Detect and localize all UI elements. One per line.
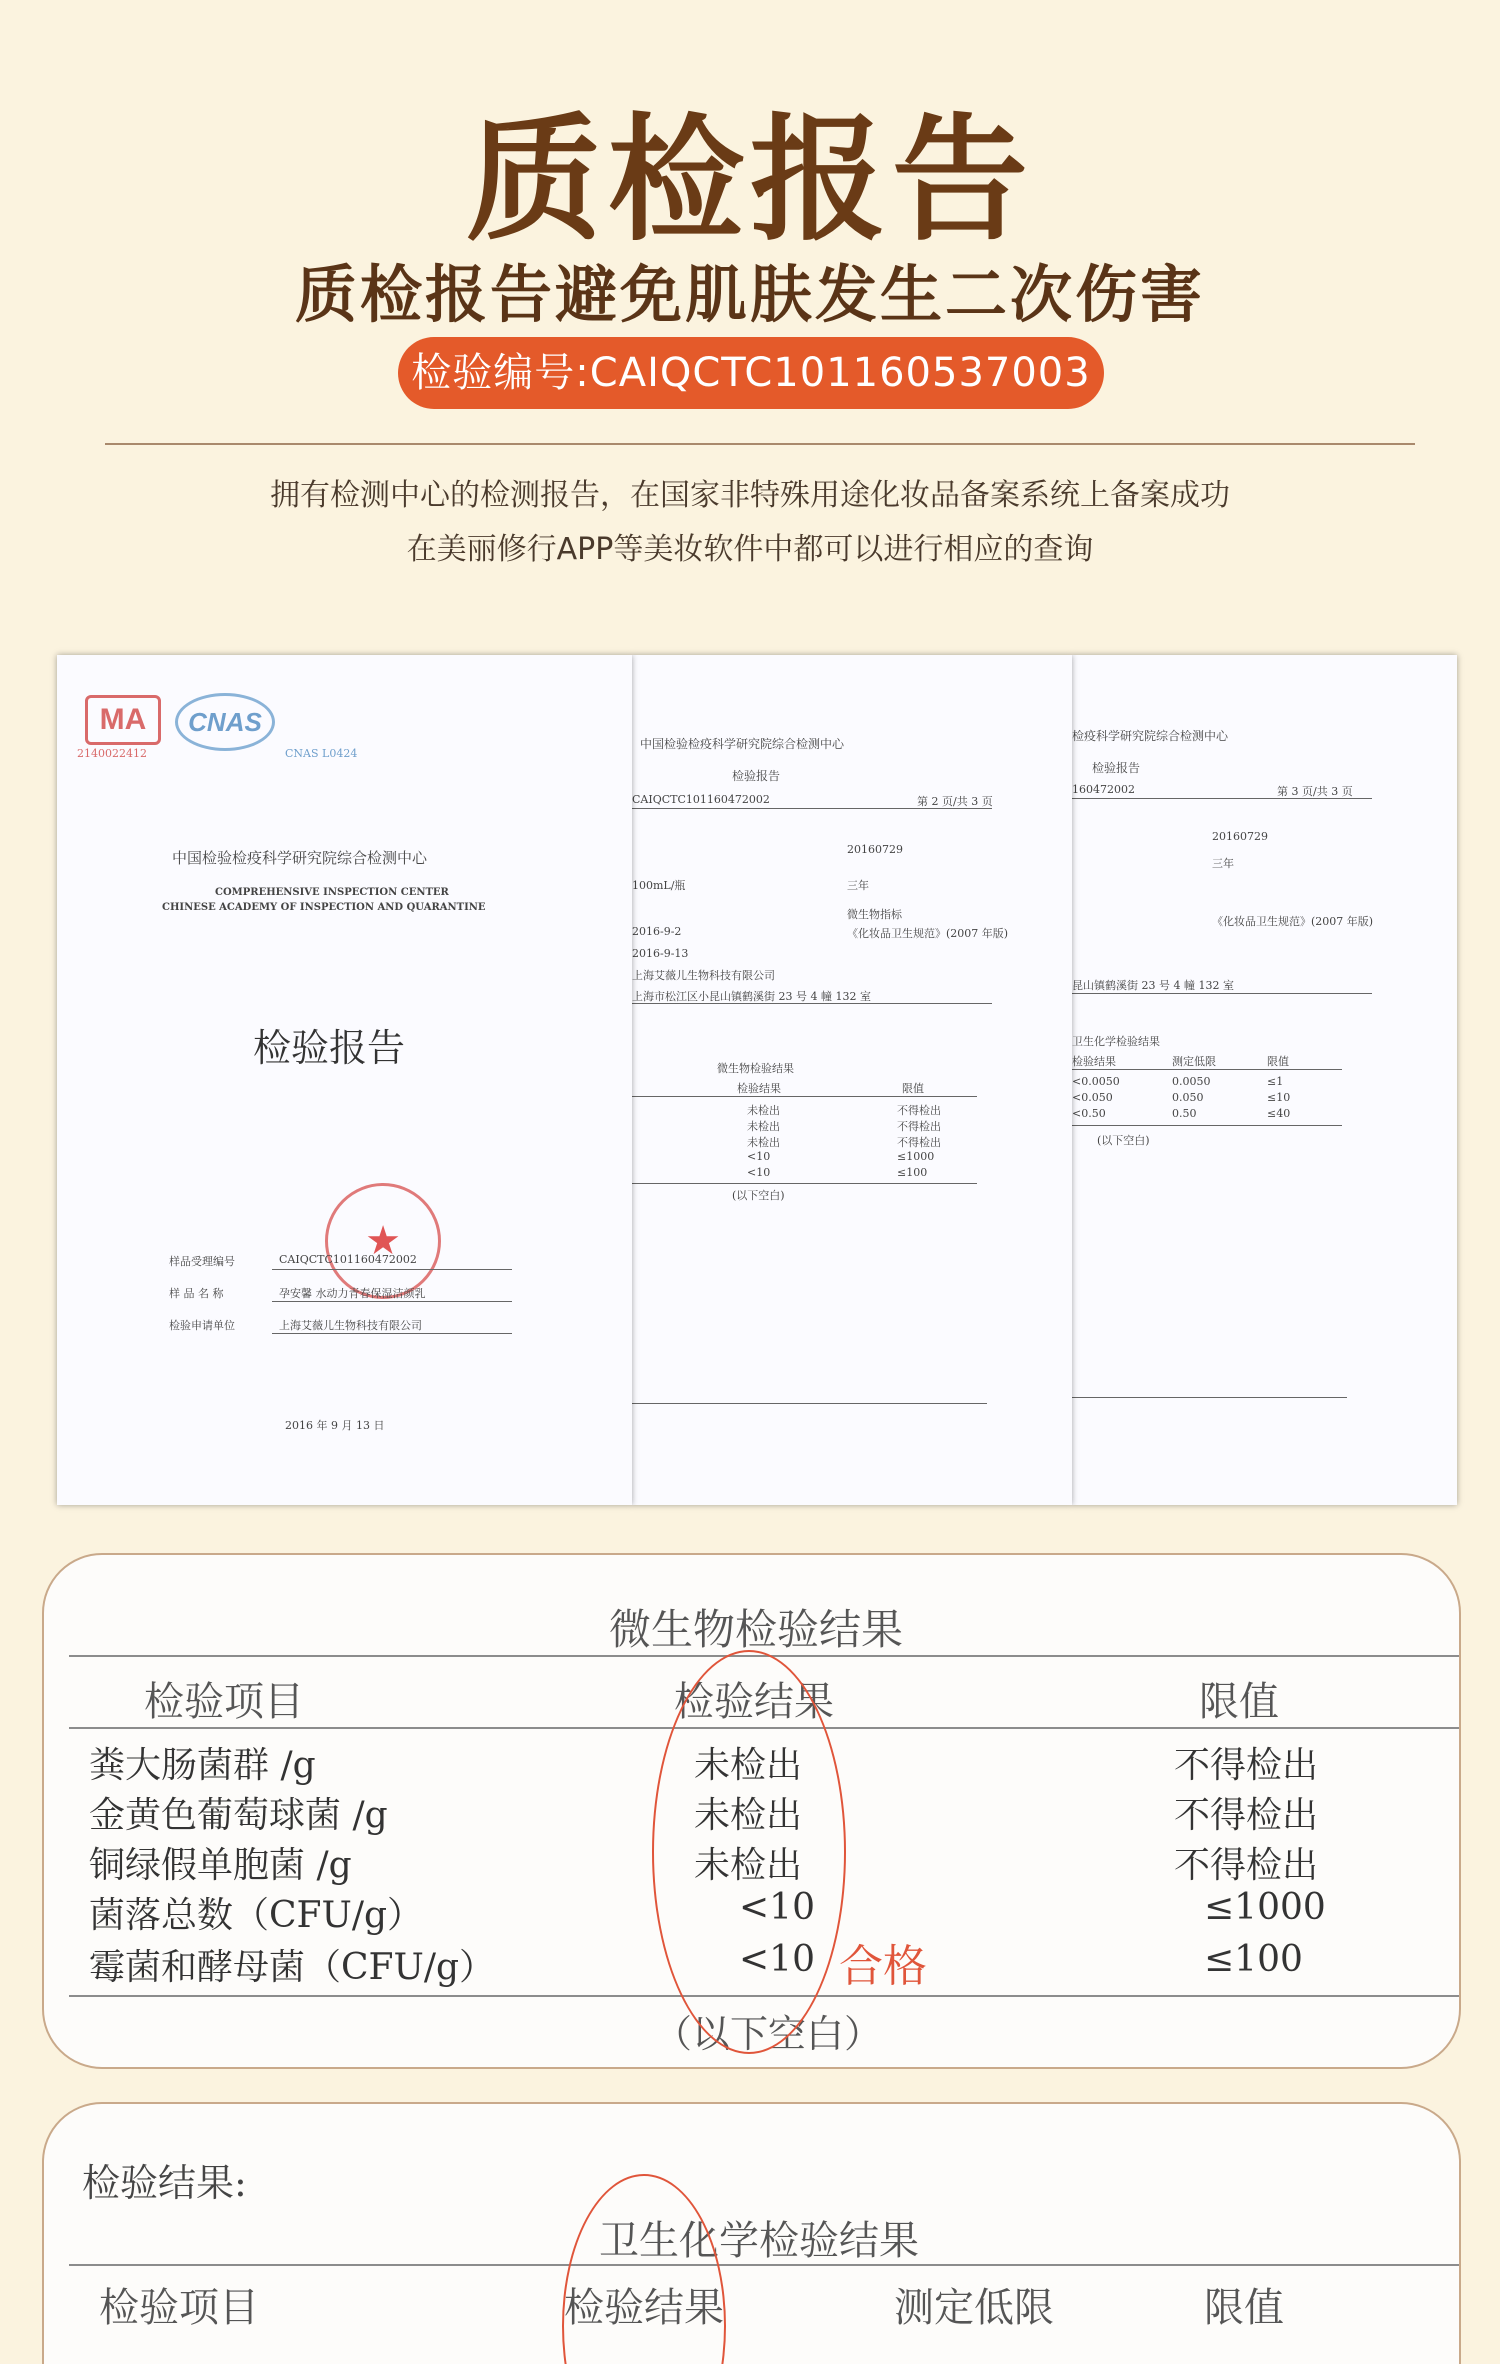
microbe-row-5-item: 霉菌和酵母菌（CFU/g） (89, 1947, 496, 1988)
microbe-row-3-item: 铜绿假单胞菌 /g (89, 1845, 352, 1886)
chem-col-min: 测定低限 (894, 2285, 1054, 2331)
p1-sample-name: 孕安馨 水动力青春保湿洁颜乳 (279, 1287, 426, 1300)
p2-shelf-life: 三年 (847, 879, 869, 892)
p2-row-5-limit: ≤100 (897, 1166, 928, 1179)
p2-row-5-result: <10 (747, 1166, 771, 1179)
p3-row-1-result: <0.0050 (1072, 1075, 1120, 1088)
p2-address: 上海市松江区小昆山镇鹤溪街 23 号 4 幢 132 室 (632, 990, 871, 1003)
microbe-row-1-limit: 不得检出 (1174, 1745, 1319, 1786)
microbe-row-4-result: <10 (739, 1887, 815, 1928)
chem-heading: 检验结果: (82, 2161, 247, 2205)
divider (105, 443, 1415, 445)
pass-mark: 合格 (839, 1941, 927, 1992)
p2-basis: 《化妆品卫生规范》(2007 年版) (847, 927, 1009, 940)
microbe-blank: （以下空白） (654, 2012, 883, 2056)
microbe-row-1-item: 粪大肠菌群 /g (89, 1745, 316, 1786)
seal-stamp: ★ (325, 1183, 441, 1299)
p1-applicant: 上海艾薇儿生物科技有限公司 (279, 1319, 422, 1332)
microbe-row-2-item: 金黄色葡萄球菌 /g (89, 1795, 388, 1836)
p2-spec: 100mL/瓶 (632, 879, 686, 892)
chem-col-item: 检验项目 (99, 2285, 259, 2331)
microbe-row-1-result: 未检出 (694, 1745, 803, 1786)
chem-section-title: 卫生化学检验结果 (599, 2218, 919, 2264)
microbe-row-3-result: 未检出 (694, 1845, 803, 1886)
description-line-1: 拥有检测中心的检测报告，在国家非特殊用途化妆品备案系统上备案成功 (270, 478, 1230, 513)
p2-row-1-limit: 不得检出 (897, 1104, 941, 1117)
p1-center-cn: 中国检验检疫科学研究院综合检测中心 (172, 849, 428, 867)
p2-recv-date: 2016-9-2 (632, 925, 682, 938)
chem-highlight-circle (562, 2174, 726, 2364)
p2-row-4-result: <10 (747, 1150, 771, 1163)
p2-company: 上海艾薇儿生物科技有限公司 (632, 969, 775, 982)
microbe-row-3-limit: 不得检出 (1174, 1845, 1319, 1886)
chem-results-panel (42, 2102, 1461, 2364)
p2-row-3-result: 未检出 (747, 1136, 780, 1149)
p2-blank: (以下空白) (732, 1189, 785, 1202)
chem-col-result: 检验结果 (564, 2285, 724, 2331)
p3-row-3-result: <0.50 (1072, 1107, 1106, 1120)
report-pages (57, 655, 1457, 1510)
microbe-row-2-limit: 不得检出 (1174, 1795, 1319, 1836)
p3-col-limit: 限值 (1267, 1055, 1289, 1068)
p2-col-limit: 限值 (902, 1082, 924, 1095)
microbe-row-4-limit: ≤1000 (1204, 1887, 1326, 1928)
p2-row-2-limit: 不得检出 (897, 1120, 941, 1133)
microbe-row-5-result: <10 (739, 1939, 815, 1980)
p3-col-min: 测定低限 (1172, 1055, 1216, 1068)
microbe-col-result: 检验结果 (674, 1679, 834, 1725)
p1-center-en2: CHINESE ACADEMY OF INSPECTION AND QUARANTINE (162, 902, 486, 913)
p3-row-3-limit: ≤40 (1267, 1107, 1291, 1120)
p2-production-date: 20160729 (847, 843, 903, 856)
microbe-col-item: 检验项目 (144, 1679, 304, 1725)
ma-number: 2140022412 (77, 747, 147, 760)
p3-center: 检疫科学研究院综合检测中心 (1072, 729, 1229, 743)
p1-sample-no-label: 样品受理编号 (169, 1255, 235, 1268)
p3-col-result: 检验结果 (1072, 1055, 1116, 1068)
p3-row-1-min: 0.0050 (1172, 1075, 1211, 1088)
p3-row-2-limit: ≤10 (1267, 1091, 1291, 1104)
microbe-row-2-result: 未检出 (694, 1795, 803, 1836)
p1-sample-name-label: 样 品 名 称 (169, 1287, 224, 1300)
p3-page-no: 第 3 页/共 3 页 (1277, 785, 1353, 798)
page-title: 质检报告 (466, 100, 1034, 260)
p2-item: 微生物指标 (847, 908, 902, 921)
p2-title: 检验报告 (732, 769, 781, 783)
microbe-col-limit: 限值 (1199, 1679, 1279, 1725)
p3-address: 昆山镇鹤溪街 23 号 4 幢 132 室 (1072, 979, 1234, 992)
cnas-logo: CNAS (175, 693, 275, 751)
report-page-3 (1072, 655, 1457, 1505)
p3-section: 卫生化学检验结果 (1072, 1035, 1160, 1048)
p2-report-no: CAIQCTC101160472002 (632, 793, 770, 806)
p2-col-result: 检验结果 (737, 1082, 781, 1095)
p2-page-no: 第 2 页/共 3 页 (917, 795, 993, 808)
microbe-row-5-limit: ≤100 (1204, 1939, 1303, 1980)
p3-production-date: 20160729 (1212, 830, 1268, 843)
result-highlight-circle (652, 1650, 846, 2054)
p1-sample-no: CAIQCTC101160472002 (279, 1253, 417, 1266)
ma-logo: MA (85, 695, 161, 745)
p2-row-3-limit: 不得检出 (897, 1136, 941, 1149)
p1-doc-title: 检验报告 (253, 1026, 406, 1070)
p1-applicant-label: 检验申请单位 (169, 1319, 235, 1332)
p3-row-1-limit: ≤1 (1267, 1075, 1284, 1088)
p3-title: 检验报告 (1092, 761, 1141, 775)
microbe-row-4-item: 菌落总数（CFU/g） (89, 1895, 424, 1936)
p2-section: 微生物检验结果 (717, 1062, 794, 1075)
description-line-2: 在美丽修行APP等美妆软件中都可以进行相应的查询 (406, 532, 1094, 567)
p3-row-3-min: 0.50 (1172, 1107, 1197, 1120)
p2-finish-date: 2016-9-13 (632, 947, 689, 960)
p3-blank: (以下空白) (1097, 1134, 1150, 1147)
report-page-2 (632, 655, 1072, 1505)
report-page-1 (57, 655, 632, 1505)
cnas-number: CNAS L0424 (285, 747, 358, 760)
p3-row-2-min: 0.050 (1172, 1091, 1204, 1104)
p2-center: 中国检验检疫科学研究院综合检测中心 (640, 737, 845, 751)
page-subtitle: 质检报告避免肌肤发生二次伤害 (294, 258, 1205, 331)
p3-shelf-life: 三年 (1212, 857, 1234, 870)
microbe-results-panel (42, 1553, 1461, 2069)
p1-center-en1: COMPREHENSIVE INSPECTION CENTER (215, 887, 449, 898)
p3-row-2-result: <0.050 (1072, 1091, 1113, 1104)
p2-row-1-result: 未检出 (747, 1104, 780, 1117)
p2-row-4-limit: ≤1000 (897, 1150, 935, 1163)
inspection-number-badge: 检验编号:CAIQCTC101160537003 (398, 337, 1104, 409)
chem-col-limit: 限值 (1204, 2285, 1284, 2331)
microbe-section-title: 微生物检验结果 (609, 1605, 904, 1654)
p1-date: 2016 年 9 月 13 日 (285, 1419, 385, 1432)
p2-row-2-result: 未检出 (747, 1120, 780, 1133)
p3-report-no: 160472002 (1072, 783, 1135, 796)
p3-basis: 《化妆品卫生规范》(2007 年版) (1212, 915, 1374, 928)
